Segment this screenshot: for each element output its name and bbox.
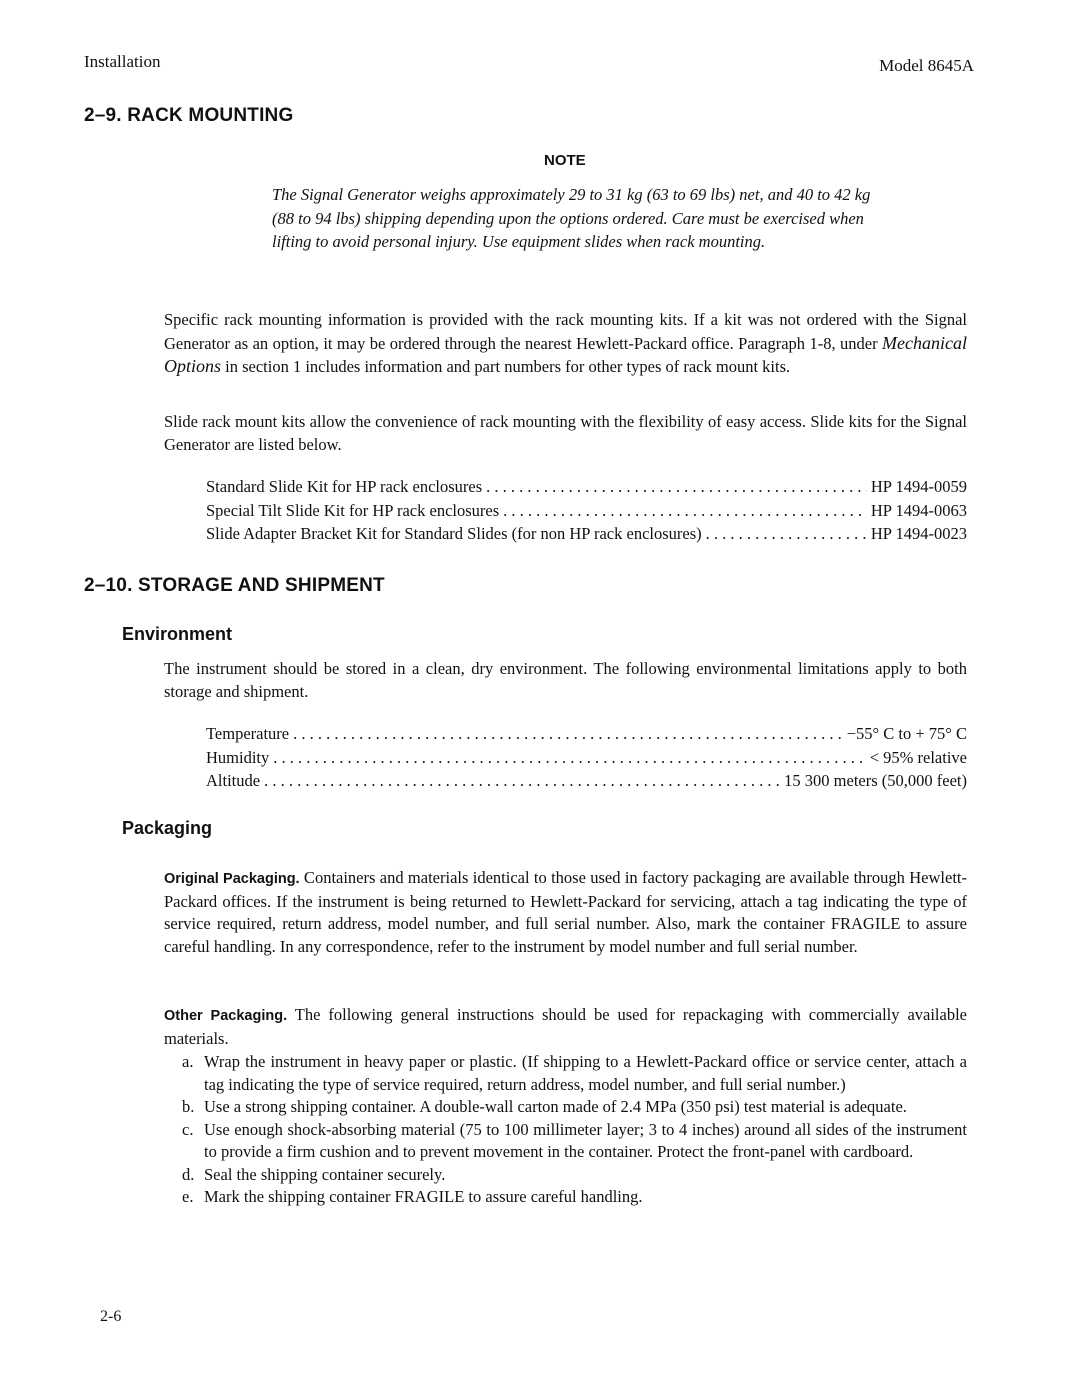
page-number: 2-6 bbox=[100, 1308, 122, 1325]
rack-paragraph-1: Specific rack mounting information is provided with the rack mounting kits. If a kit was not ordered with the Signal Generator as an option, it may be ordered through the nearest Hewlett-Packard office. Paragraph 1-8, under Mechanical Options in section 1 includes information and part numbers for other types of rack mount kits. bbox=[164, 310, 967, 376]
section-title-rack-mounting: 2–9. RACK MOUNTING bbox=[84, 105, 294, 126]
environment-limits bbox=[206, 724, 967, 795]
mechanical-options-emphasis: Mechanical Options bbox=[164, 332, 967, 376]
list-item: d. Seal the shipping container securely. bbox=[182, 1164, 446, 1184]
list-item: b. Use a strong shipping container. A double-wall carton made of 2.4 MPa (350 psi) test material is adequate. bbox=[182, 1097, 907, 1116]
other-packaging-lead: Other Packaging. bbox=[164, 1008, 288, 1024]
list-item: Special Tilt Slide Kit for HP rack enclosures . . . HP 1494-0063 bbox=[206, 501, 967, 525]
original-packaging-lead: Original Packaging. bbox=[164, 871, 300, 887]
section-title-storage: 2–10. STORAGE AND SHIPMENT bbox=[84, 575, 385, 596]
list-item: c. Use enough shock-absorbing material (75 to 100 millimeter layer; 3 to 4 inches) around all sides of the instrument to provide a firm cushion and to prevent movement in the container. Protect the front-panel with cardboard. bbox=[182, 1119, 967, 1161]
other-packaging-paragraph: Other Packaging. The following general instructions should be used for repackaging with commercially available materials. bbox=[164, 1005, 968, 1048]
header-section: Installation bbox=[84, 52, 161, 71]
rack-paragraph-2: Slide rack mount kits allow the convenience of rack mounting with the flexibility of easy access. Slide kits for the Signal Generator are listed below. bbox=[164, 412, 967, 454]
subheading-environment: Environment bbox=[122, 624, 233, 644]
subheading-packaging: Packaging bbox=[122, 818, 213, 838]
list-item: a. Wrap the instrument in heavy paper or plastic. (If shipping to a Hewlett-Packard office or service center, attach a tag indicating the type of service required, return address, model number, and full serial number.) bbox=[182, 1052, 967, 1094]
list-item: e. Mark the shipping container FRAGILE to assure careful handling. bbox=[182, 1187, 643, 1206]
header-model: Model 8645A bbox=[879, 56, 974, 75]
list-item: Altitude . . . 15 300 meters (50,000 feet) bbox=[206, 771, 967, 795]
note-text: The Signal Generator weighs approximately 29 to 31 kg (63 to 69 lbs) net, and 40 to 42 kg (88 to 94 lbs) shipping depending upon the options ordered. Care must be exercised when lifting to avoid personal injury. Use equipment slides when rack mounting. bbox=[272, 185, 871, 251]
list-item: Slide Adapter Bracket Kit for Standard Slides (for non HP rack enclosures) . . . HP 1494-0023 bbox=[206, 524, 967, 548]
original-packaging-paragraph: Original Packaging. Containers and materials identical to those used in factory packaging are available through Hewlett-Packard offices. If the instrument is being returned to Hewlett-Packard for servicing, attach a tag indicating the type of service required, return address, model number, and full serial number. Also, mark the container FRAGILE to assure careful handling. In any correspondence, refer to the instrument by model number and full serial number. bbox=[164, 868, 967, 956]
list-item: Humidity . . . < 95% relative bbox=[206, 748, 967, 772]
note-heading: NOTE bbox=[544, 152, 586, 169]
list-item: Temperature . . . −55° C to + 75° C bbox=[206, 724, 967, 748]
list-item: Standard Slide Kit for HP rack enclosures . . . HP 1494-0059 bbox=[206, 477, 967, 501]
slide-kit-list bbox=[206, 477, 967, 548]
packaging-steps bbox=[182, 1051, 967, 1209]
environment-text: The instrument should be stored in a clean, dry environment. The following environmental limitations apply to both storage and shipment. bbox=[164, 659, 967, 701]
